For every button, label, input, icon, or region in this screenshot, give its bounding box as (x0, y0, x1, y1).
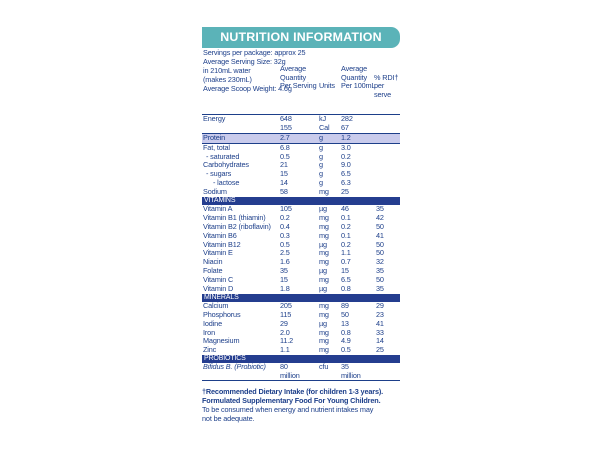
per-100ml-value: 6.3 (341, 178, 351, 188)
rdi-value: 41 (376, 318, 384, 328)
nutrient-row-lactose (202, 179, 400, 188)
per-100ml-value: 6.5 (341, 275, 351, 285)
serving-makes: (makes 230mL) (203, 74, 252, 84)
food-type-note: Formulated Supplementary Food For Young Children. (202, 396, 381, 406)
header-rdi-label: % RDI† (374, 72, 399, 82)
unit: g (319, 132, 323, 142)
nutrient-name: - lactose (213, 178, 240, 188)
rdi-value: 33 (376, 327, 384, 337)
rdi-value: 42 (376, 212, 384, 222)
header-rdi-sub: per serve (374, 81, 392, 99)
per-serving-value: 29 (280, 318, 288, 328)
per-serving-value: 14 (280, 178, 288, 188)
header-avg-serving (280, 65, 316, 91)
per-serving-value: 0.4 (280, 221, 290, 231)
per-serving-value: 0.5 (280, 239, 290, 249)
nutrient-name: Vitamin D (203, 284, 234, 294)
per-serving-value: 648 (280, 114, 292, 123)
nutrient-name: Vitamin B2 (riboflavin) (203, 221, 271, 231)
rdi-value: 35 (376, 204, 384, 214)
nutrient-name: Vitamin A (203, 204, 233, 214)
nutrient-name: Iodine (203, 318, 222, 328)
unit: Cal (319, 122, 330, 132)
mineral-rows (202, 302, 400, 355)
scoop-weight: Average Scoop Weight: 4.6g (203, 83, 292, 93)
vitamin-rows (202, 205, 400, 294)
per-100ml-value: 0.1 (341, 230, 351, 240)
unit: mg (319, 275, 329, 285)
nutrient-name: Vitamin C (203, 275, 234, 285)
per-serving-value: 58 (280, 187, 288, 197)
per-100ml-value: 0.8 (341, 284, 351, 294)
header-avg-100-line: Quantity (341, 72, 367, 82)
per-100ml-value: 0.1 (341, 212, 351, 222)
per-100ml-value: 6.5 (341, 169, 351, 179)
unit: mg (319, 345, 329, 355)
header-avg-100-line: Average (341, 64, 367, 73)
unit: g (319, 178, 323, 188)
servings-per-package: Servings per package: approx 25 (203, 48, 306, 57)
section-header-minerals: MINERALS (202, 294, 400, 302)
per-serving-value: 1.1 (280, 345, 290, 355)
nutrient-name: Protein (203, 132, 226, 142)
rdi-value: 14 (376, 336, 384, 346)
nutrient-name: Folate (203, 266, 223, 276)
rdi-value: 50 (376, 221, 384, 231)
nutrient-row-protein (202, 134, 400, 143)
nutrient-row-energy (202, 115, 400, 124)
unit: mg (319, 212, 329, 222)
unit: g (319, 160, 323, 170)
per-100ml-value: 15 (341, 266, 349, 276)
nutrient-name: Calcium (203, 300, 229, 310)
mineral-row (202, 311, 400, 320)
nutrient-name: - sugars (206, 169, 232, 179)
nutrient-name: Carbohydrates (203, 160, 249, 170)
section-header-vitamins: VITAMINS (202, 197, 400, 205)
nutrient-name: - saturated (206, 151, 240, 161)
divider (202, 380, 400, 381)
per-serving-value: 0.5 (280, 151, 290, 161)
unit: mg (319, 300, 329, 310)
nutrient-name: Phosphorus (203, 309, 241, 319)
vitamin-row (202, 249, 400, 258)
vitamin-row (202, 285, 400, 294)
header-units: Units (319, 81, 335, 91)
rdi-value: 35 (376, 284, 384, 294)
nutrient-name: Vitamin E (203, 248, 233, 258)
per-serving-value (280, 363, 300, 380)
per-100ml-value: 4.9 (341, 336, 351, 346)
unit: mg (319, 257, 329, 267)
rdi-value: 25 (376, 345, 384, 355)
header-avg-serving-line: Quantity (280, 72, 306, 82)
nutrient-name: Fat, total (203, 142, 230, 152)
nutrient-name: Sodium (203, 187, 227, 197)
per-100ml-value (341, 363, 361, 380)
nutrient-name: Magnesium (203, 336, 240, 346)
per-100ml-value: 9.0 (341, 160, 351, 170)
nutrient-name: Vitamin B6 (203, 230, 237, 240)
nutrient-name: Vitamin B1 (thiamin) (203, 212, 266, 222)
header-avg-serving-line: Average (280, 64, 306, 73)
unit: g (319, 151, 323, 161)
per-serving-value: 35 (280, 266, 288, 276)
per-100ml-value: 46 (341, 204, 349, 214)
serving-water: in 210mL water (203, 65, 251, 75)
per-serving-value: 2.5 (280, 248, 290, 258)
per-serving-value: 2.7 (280, 132, 290, 142)
per-serving-value: 0.2 (280, 212, 290, 222)
consumption-warning-line: not be adequate. (202, 414, 255, 424)
header-rdi (374, 74, 400, 100)
mineral-row (202, 320, 400, 329)
per-100ml-value: 282 (341, 114, 353, 123)
unit: µg (319, 204, 327, 214)
per-100ml-value: 67 (341, 122, 349, 132)
unit: cfu (319, 362, 329, 372)
serving-size: Average Serving Size: 32g (203, 56, 286, 66)
nutrient-name: Bifidus B. (Probiotic) (203, 362, 266, 372)
rdi-value: 50 (376, 239, 384, 249)
section-header-probiotics: PROBIOTICS (202, 355, 400, 363)
unit: mg (319, 248, 329, 258)
rdi-value: 50 (376, 248, 384, 258)
per-100ml-value: 89 (341, 300, 349, 310)
per-100ml-value: 50 (341, 309, 349, 319)
per-100ml-value: 13 (341, 318, 349, 328)
rdi-value: 23 (376, 309, 384, 319)
per-serving-value: 6.8 (280, 142, 290, 152)
per-100ml-value: 0.8 (341, 327, 351, 337)
per-serving-value: 15 (280, 275, 288, 285)
nutrient-name: Zinc (203, 345, 217, 355)
nutrient-row-carbohydrates (202, 161, 400, 170)
unit: mg (319, 327, 329, 337)
nutrient-name: Niacin (203, 257, 223, 267)
per-serving-value: 21 (280, 160, 288, 170)
rdi-value: 29 (376, 300, 384, 310)
unit: µg (319, 284, 327, 294)
footnotes (202, 387, 400, 423)
per-serving-multiplier: million (280, 370, 300, 380)
rdi-value: 32 (376, 257, 384, 267)
per-serving-value: 15 (280, 169, 288, 179)
unit: mg (319, 187, 329, 197)
per-serving-number: 80 (280, 362, 288, 372)
per-serving-value: 115 (280, 309, 292, 319)
mineral-row (202, 346, 400, 355)
per-100ml-value: 1.2 (341, 132, 351, 142)
probiotic-row (202, 363, 400, 380)
per-100ml-number: 35 (341, 362, 349, 372)
nutrient-name: Iron (203, 327, 215, 337)
consumption-warning-line: To be consumed when energy and nutrient intakes may (202, 405, 374, 415)
unit: µg (319, 318, 327, 328)
rdi-footnote: †Recommended Dietary Intake (for children 1-3 years). (202, 387, 384, 397)
per-serving-value: 155 (280, 122, 292, 132)
per-100ml-value: 1.1 (341, 248, 351, 258)
header-avg-100-line: Per 100mL (341, 81, 376, 91)
rdi-value: 41 (376, 230, 384, 240)
nutrient-name: Energy (203, 114, 226, 123)
unit: mg (319, 230, 329, 240)
unit: µg (319, 266, 327, 276)
nutrient-row-energy-cal (202, 124, 400, 133)
unit: mg (319, 336, 329, 346)
mineral-row (202, 337, 400, 346)
unit: mg (319, 221, 329, 231)
per-100ml-multiplier: million (341, 370, 361, 380)
per-serving-value: 205 (280, 300, 292, 310)
per-serving-value: 1.8 (280, 284, 290, 294)
nutrition-panel (202, 27, 400, 423)
unit: mg (319, 309, 329, 319)
per-100ml-value: 3.0 (341, 142, 351, 152)
per-serving-value: 1.6 (280, 257, 290, 267)
per-serving-value: 0.3 (280, 230, 290, 240)
unit: µg (319, 239, 327, 249)
per-100ml-value: 0.2 (341, 151, 351, 161)
per-100ml-value: 0.7 (341, 257, 351, 267)
rdi-value: 50 (376, 275, 384, 285)
per-100ml-value: 0.2 (341, 221, 351, 231)
header-avg-serving-line: Per Serving (280, 81, 317, 91)
vitamin-row (202, 258, 400, 267)
nutrient-row-sodium (202, 188, 400, 197)
table-header (202, 49, 400, 115)
per-100ml-value: 0.2 (341, 239, 351, 249)
per-100ml-value: 0.5 (341, 345, 351, 355)
header-avg-100ml (341, 65, 375, 91)
per-serving-value: 11.2 (280, 336, 294, 346)
unit: g (319, 142, 323, 152)
rdi-value: 35 (376, 266, 384, 276)
nutrient-name: Vitamin B12 (203, 239, 241, 249)
unit: g (319, 169, 323, 179)
per-100ml-value: 25 (341, 187, 349, 197)
per-serving-value: 105 (280, 204, 292, 214)
per-serving-value: 2.0 (280, 327, 290, 337)
unit: kJ (319, 114, 326, 123)
panel-title: NUTRITION INFORMATION (202, 27, 400, 48)
